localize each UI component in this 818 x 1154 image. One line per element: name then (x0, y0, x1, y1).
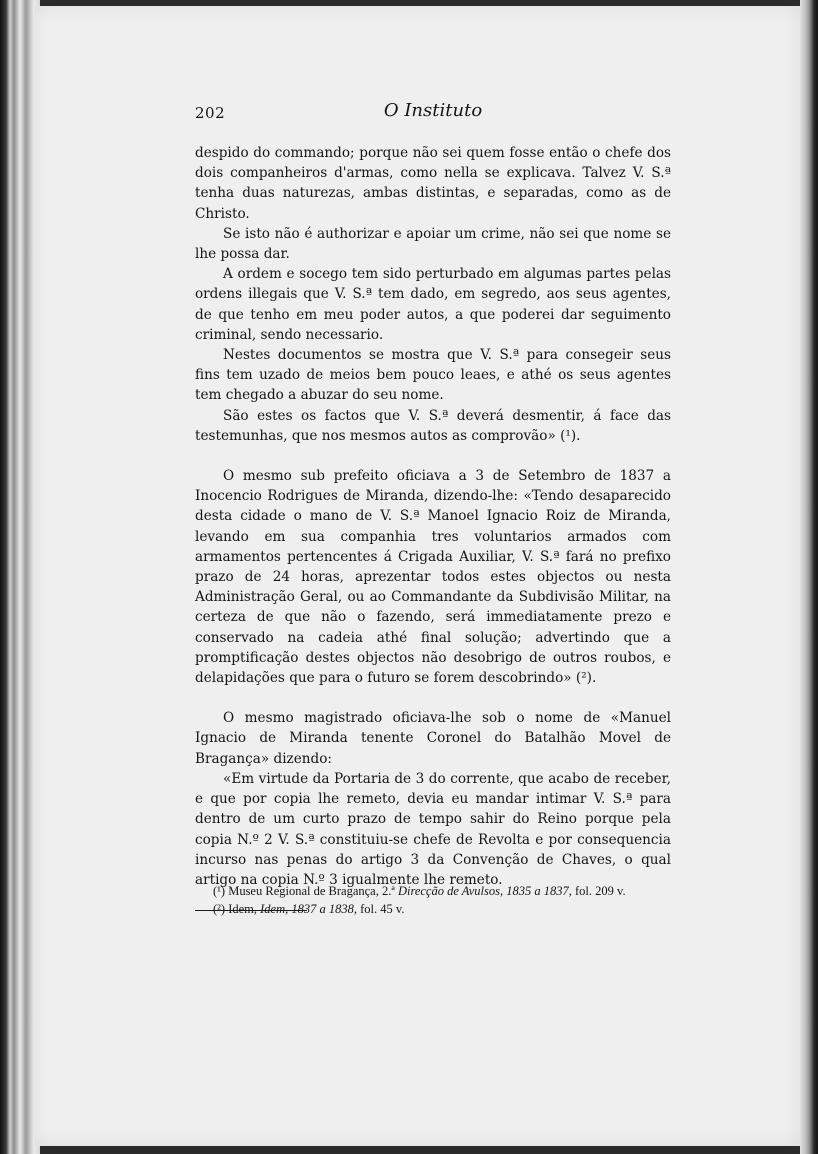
footnote-marker: (¹) (213, 884, 226, 898)
paragraph: O mesmo magistrado oficiava-lhe sob o nome de «Manuel Ignacio de Miranda tenente Coronel do Batalhão Movel de Bragança» dizendo: (195, 710, 671, 767)
right-binding-edge (800, 0, 818, 1154)
page-body (195, 143, 671, 911)
paragraph: A ordem e socego tem sido perturbado em algumas partes pelas ordens illegais que V. S.ª tem dado, em segredo, aos seus agentes, de que tenho em meu poder autos, a que poderei dar seguimento criminal, sendo necessario. (195, 266, 671, 343)
footnote-text: Museu Regional de Bragança, 2.ª (228, 884, 395, 898)
footnote-1 (213, 882, 673, 900)
footnote-marker: (²) (213, 902, 226, 916)
running-title: O Instituto (383, 100, 483, 121)
paragraph: Se isto não é authorizar e apoiar um crime, não sei que nome se lhe possa dar. (195, 225, 671, 263)
footnote-tail: fol. 45 v. (360, 902, 405, 916)
paragraph: Nestes documentos se mostra que V. S.ª para consegeir seus fins tem uzado de meios bem pouco leaes, e athé os seus agentes tem chegado a abuzar do seu nome. (195, 347, 671, 404)
page-header (195, 98, 671, 126)
paragraph: «Em virtude da Portaria de 3 do corrente, que acabo de receber, e que por copia lhe remeto, devia eu mandar intimar V. S.ª para dentro de um curto prazo de tempo sahir do Reino porque pela copia N.º 2 V. S.ª constituiu-se chefe de Revolta e por consequencia incurso nas penas do artigo 3 da Convenção de Chaves, o qual artigo na copia N.º 3 igualmente lhe remeto. (195, 770, 671, 888)
paragraph: despido do commando; porque não sei quem fosse então o chefe dos dois companheiros d'armas, como nella se explicava. Talvez V. S.ª tenha duas naturezas, ambas distintas, e separadas, como as de Christo. (195, 145, 671, 222)
footnote-italic: Direcção de Avulsos, 1835 a 1837, (397, 884, 572, 898)
footnote-2 (213, 900, 673, 918)
footnote-text: Idem, (228, 902, 258, 916)
paragraph: O mesmo sub prefeito oficiava a 3 de Setembro de 1837 a Inocencio Rodrigues de Miranda, dizendo-lhe: «Tendo desaparecido desta cidade o mano de V. S.ª Manoel Ignacio Roiz de Miranda, levando em sua companhia tres voluntarios armados com armamentos pertencentes á Crigada Auxiliar, V. S.ª fará no prefixo prazo de 24 horas, aprezentar todos estes objectos ou nesta Administração Geral, ou ao Commandante da Subdivisão Militar, na certeza de que não o fazendo, será immediatamente prezo e conservado na cadeia athé final solução; advertindo que a promptificação destes objectos não desobrigo de outros roubos, e delapidações que para o futuro se forem descobrindo» (²). (195, 468, 671, 687)
paragraph-gap (195, 446, 671, 466)
page-number: 202 (195, 104, 226, 122)
footnote-italic: Idem, 1837 a 1838, (260, 902, 358, 916)
footnote-tail: fol. 209 v. (575, 884, 626, 898)
paragraph: São estes os factos que V. S.ª deverá desmentir, á face das testemunhas, que nos mesmos autos as comprovão» (¹). (195, 407, 671, 444)
paragraph-gap (195, 688, 671, 708)
footnotes (213, 882, 673, 918)
